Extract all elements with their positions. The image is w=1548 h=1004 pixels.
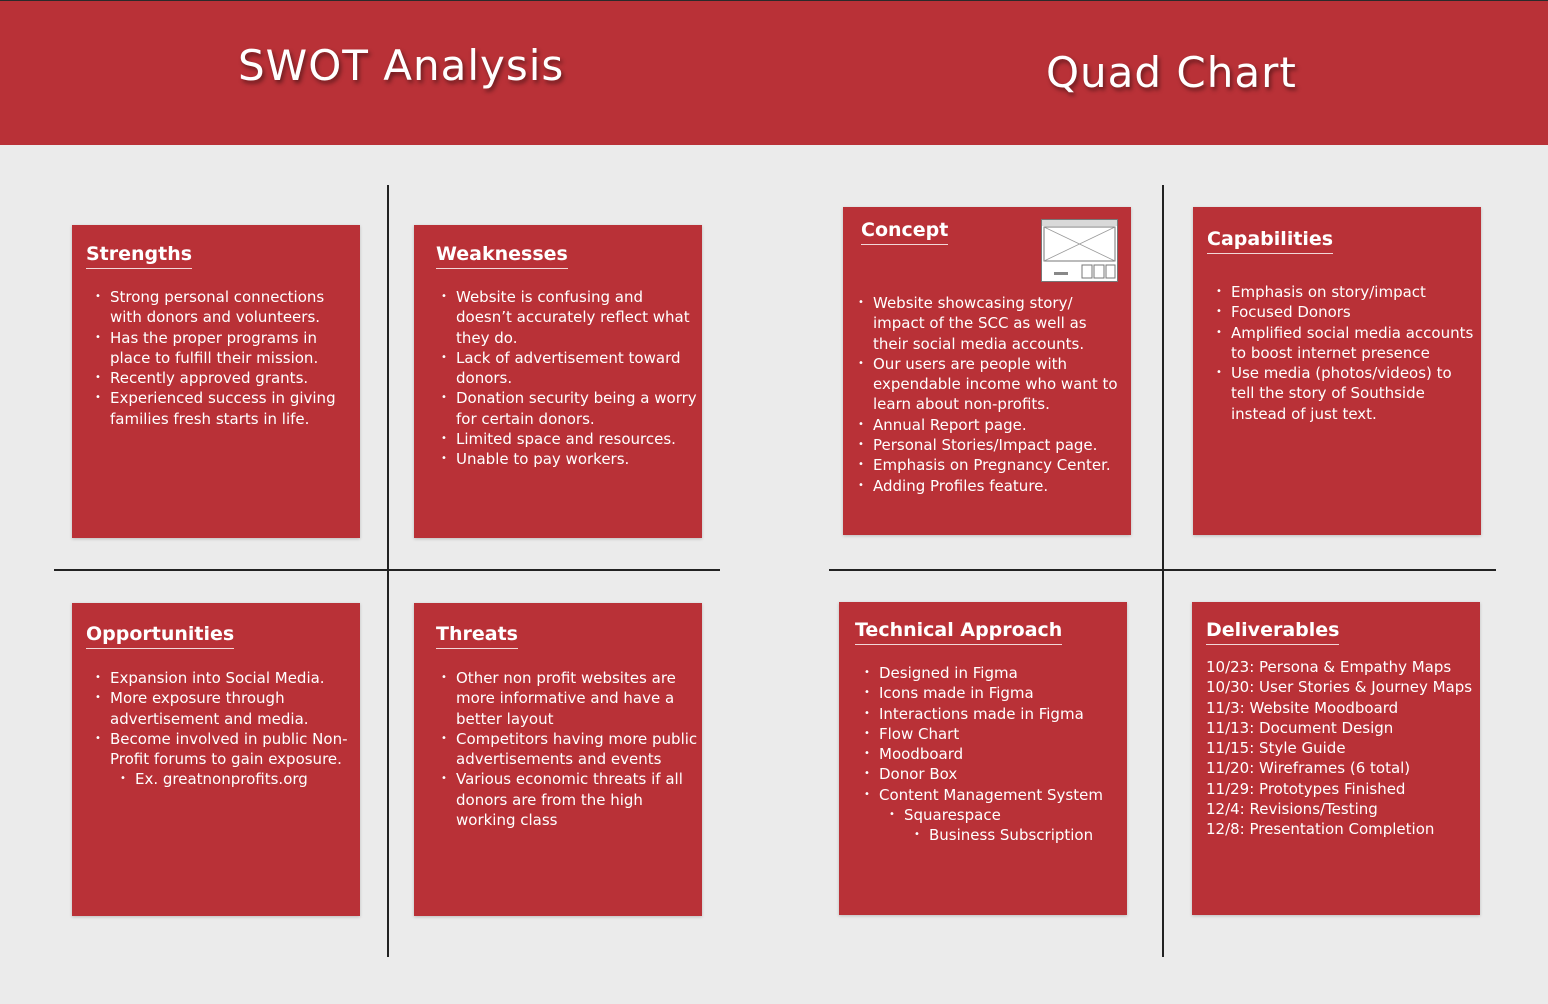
threats-list <box>432 668 700 830</box>
list-item: • Content Management System <box>855 785 1123 805</box>
swot-vertical-divider <box>387 185 389 957</box>
technical-approach-heading: Technical Approach <box>855 619 1062 645</box>
strengths-card <box>72 225 360 538</box>
list-item: • Unable to pay workers. <box>432 449 700 469</box>
list-item: • Focused Donors <box>1207 302 1475 322</box>
list-item: • Donor Box <box>855 764 1123 784</box>
list-item: • Squarespace <box>880 805 1123 825</box>
list-item: • Emphasis on Pregnancy Center. <box>849 455 1125 475</box>
list-item: • Moodboard <box>855 744 1123 764</box>
capabilities-list <box>1207 282 1475 424</box>
list-item: • Ex. greatnonprofits.org <box>111 769 348 789</box>
technical-approach-list <box>855 663 1123 846</box>
list-item: • More exposure through advertisement and media. <box>86 688 348 729</box>
concept-card <box>843 207 1131 535</box>
swot-horizontal-divider <box>54 569 720 571</box>
quad-vertical-divider <box>1162 185 1164 957</box>
list-item: 12/8: Presentation Completion <box>1206 820 1435 839</box>
list-item: 11/3: Website Moodboard <box>1206 698 1399 717</box>
list-item: 11/20: Wireframes (6 total) <box>1206 759 1411 778</box>
deliverables-heading: Deliverables <box>1206 619 1339 645</box>
list-item: 10/23: Persona & Empathy Maps <box>1206 658 1452 676</box>
list-item: • Adding Profiles feature. <box>849 476 1125 496</box>
capabilities-heading: Capabilities <box>1207 228 1333 254</box>
list-item: • Various economic threats if all donors are from the high working class <box>432 769 700 830</box>
list-item: • Website showcasing story/ impact of the SCC as well as their social media accounts. <box>849 293 1125 354</box>
wireframe-thumbnail-icon <box>1041 219 1118 282</box>
list-item: • Designed in Figma <box>855 663 1123 683</box>
list-item: 11/29: Prototypes Finished <box>1206 779 1406 798</box>
list-item: • Website is confusing and doesn’t accurately reflect what they do. <box>432 287 700 348</box>
threats-card <box>414 603 702 916</box>
list-item: • Emphasis on story/impact <box>1207 282 1475 302</box>
list-item: • Annual Report page. <box>849 415 1125 435</box>
swot-title: SWOT Analysis <box>238 41 565 90</box>
list-item: • Become involved in public Non-Profit forums to gain exposure. <box>86 729 348 770</box>
concept-heading: Concept <box>861 219 948 245</box>
list-item: 11/13: Document Design <box>1206 718 1394 737</box>
list-item: • Competitors having more public advertisements and events <box>432 729 700 770</box>
list-item: • Other non profit websites are more informative and have a better layout <box>432 668 700 729</box>
list-item: • Recently approved grants. <box>86 368 348 388</box>
weaknesses-list <box>432 287 700 470</box>
list-item: • Strong personal connections with donors and volunteers. <box>86 287 348 328</box>
list-item: • Use media (photos/videos) to tell the story of Southside instead of just text. <box>1207 363 1475 424</box>
list-item: • Donation security being a worry for certain donors. <box>432 388 700 429</box>
list-item: • Amplified social media accounts to boost internet presence <box>1207 323 1475 364</box>
threats-heading: Threats <box>436 623 518 649</box>
header-banner <box>0 0 1548 145</box>
list-item: • Business Subscription <box>905 825 1123 845</box>
deliverables-list <box>1206 657 1478 840</box>
list-item: • Limited space and resources. <box>432 429 700 449</box>
technical-approach-card <box>839 602 1127 915</box>
deliverables-card <box>1192 602 1480 915</box>
quad-horizontal-divider <box>829 569 1496 571</box>
list-item: • Flow Chart <box>855 724 1123 744</box>
capabilities-card <box>1193 207 1481 535</box>
list-item: • Icons made in Figma <box>855 683 1123 703</box>
list-item: • Our users are people with expendable income who want to learn about non-profits. <box>849 354 1125 415</box>
list-item: • Interactions made in Figma <box>855 704 1123 724</box>
list-item: • Expansion into Social Media. <box>86 668 348 688</box>
weaknesses-card <box>414 225 702 538</box>
opportunities-card <box>72 603 360 916</box>
list-item: • Has the proper programs in place to fulfill their mission. <box>86 328 348 369</box>
quad-chart-title: Quad Chart <box>1046 48 1297 97</box>
opportunities-heading: Opportunities <box>86 623 234 649</box>
list-item: 12/4: Revisions/Testing <box>1206 800 1378 819</box>
list-item: 11/15: Style Guide <box>1206 739 1346 758</box>
list-item: 10/30: User Stories & Journey Maps <box>1206 678 1473 697</box>
concept-list <box>849 293 1125 496</box>
opportunities-list <box>86 668 348 790</box>
list-item: • Personal Stories/Impact page. <box>849 435 1125 455</box>
weaknesses-heading: Weaknesses <box>436 243 568 269</box>
strengths-list <box>86 287 348 429</box>
strengths-heading: Strengths <box>86 243 192 269</box>
list-item: • Experienced success in giving families fresh starts in life. <box>86 388 348 429</box>
list-item: • Lack of advertisement toward donors. <box>432 348 700 389</box>
